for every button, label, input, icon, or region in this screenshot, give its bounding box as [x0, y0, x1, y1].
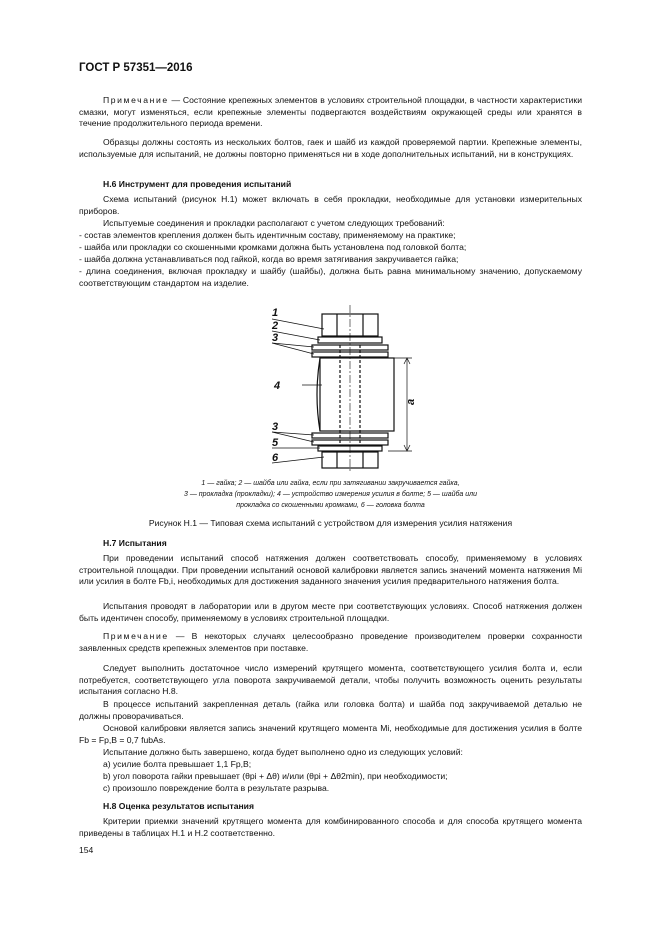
note-1-text: — Состояние крепежных элементов в условиях строительной площадки, в частности характеристики смазки, могут изменяться, если крепежные элементы подвергаются воздействиям окружающей среды или хранятся в течение продолжительного периода времени. — [79, 95, 582, 129]
h7-paragraph-5: Основой калибровки является запись значений крутящего момента Mi, необходимые для достижения усилия в болте Fb = Fp,B = 0,7 fubAs. — [79, 723, 582, 745]
h6-paragraph-1: Схема испытаний (рисунок Н.1) может включать в себя прокладки, необходимые для установки измерительных приборов. — [79, 194, 582, 216]
note-2 — [79, 631, 582, 654]
paragraph-samples: Образцы должны состоять из нескольких болтов, гаек и шайб из каждой проверяемой партии. Крепежные элементы, используемые для испытаний, не должны повторно применяться ни в ходе дополнительных испытаний, ни в конструкциях. — [79, 137, 582, 159]
figure-label: 5 — [272, 437, 279, 449]
figure-title: Рисунок Н.1 — Типовая схема испытаний с устройством для измерения усилия натяжения — [148, 518, 513, 528]
list-item: - длина соединения, включая прокладку и шайбу (шайбы), должна быть равна минимальному значению, допускаемому соответствующим стандартом на изделие. — [79, 266, 582, 288]
document-header: ГОСТ Р 57351—2016 — [79, 62, 193, 74]
figure-label: 6 — [272, 452, 279, 464]
list-item: b) угол поворота гайки превышает (θpi + Δθ) и/или (θpi + Δθ2min), при необходимости; — [103, 771, 448, 781]
list-item: - шайба или прокладки со скошенными кромками должна быть установлена под головкой болта; — [79, 242, 467, 252]
figure-label: 2 — [272, 320, 279, 332]
h8-paragraph-1: Критерии приемки значений крутящего момента для комбинированного способа и для способа крутящего момента приведены в таблицах Н.1 и Н.2 соответственно. — [79, 816, 582, 838]
note-2-label: Примечание — [103, 631, 169, 641]
h7-paragraph-4: В процессе испытаний закрепленная деталь (гайка или головка болта) и шайба под закручиваемой деталью не должны проворачиваться. — [79, 699, 582, 721]
list-item: - состав элементов крепления должен быть идентичным составу, применяемому на практике; — [79, 230, 456, 240]
figure-caption-line: 3 — прокладка (прокладки); 4 — устройство измерения усилия в болте; 5 — шайба или — [184, 491, 477, 498]
measuring-device-shape — [320, 358, 394, 431]
figure-label: 4 — [274, 380, 281, 392]
h7-paragraph-2: Испытания проводят в лаборатории или в другом месте при соответствующих условиях. Способ натяжения должен быть идентичен способу, применяемому в условиях строительной площадки. — [79, 601, 582, 623]
page-number: 154 — [79, 845, 94, 855]
list-item: a) усилие болта превышает 1,1 Fp,B; — [103, 759, 252, 769]
h6-paragraph-2: Испытуемые соединения и прокладки располагают с учетом следующих требований: — [103, 218, 445, 228]
dimension-label: a — [405, 398, 417, 405]
h7-paragraph-1: При проведении испытаний способ натяжения должен соответствовать способу, применяемому в условиях строительной площадки. При проведении испытаний основой калибровки является запись значений момента натяжения Mi или усилия в болте Fb,i, необходимых для достижения заданного значения усилия предварительного натяжения болта. — [79, 553, 582, 587]
section-heading-h7: Н.7 Испытания — [103, 538, 167, 548]
test-scheme-figure — [262, 305, 442, 475]
figure-label: 1 — [272, 307, 279, 319]
note-1-label: Примечание — [103, 95, 169, 105]
h7-paragraph-3: Следует выполнить достаточное число измерений крутящего момента, соответствующего усилия болта и, если потребуется, соответствующего угла поворота закручиваемой детали, чтобы получить возможность оценить результаты испытания согласно Н.8. — [79, 663, 582, 697]
list-item: - шайба должна устанавливаться под гайкой, когда во время затягивания закручивается гайка; — [79, 254, 459, 264]
note-1 — [79, 95, 582, 130]
h7-paragraph-6: Испытание должно быть завершено, когда будет выполнено одно из следующих условий: — [103, 747, 463, 757]
section-heading-h8: Н.8 Оценка результатов испытания — [103, 801, 254, 811]
figure-caption-line: 1 — гайка; 2 — шайба или гайка, если при затягивании закручивается гайка, — [201, 480, 460, 487]
figure-label: 3 — [272, 332, 279, 344]
figure-label: 3 — [272, 421, 279, 433]
section-heading-h6: Н.6 Инструмент для проведения испытаний — [103, 179, 292, 189]
list-item: c) произошло повреждение болта в результате разрыва. — [103, 783, 330, 793]
note-2-text: — В некоторых случаях целесообразно проведение производителем проверки сохранности заявленных средств крепежных элементов при поставке. — [79, 631, 582, 653]
figure-caption-line: прокладка со скошенными кромками, 6 — головка болта — [236, 502, 425, 509]
